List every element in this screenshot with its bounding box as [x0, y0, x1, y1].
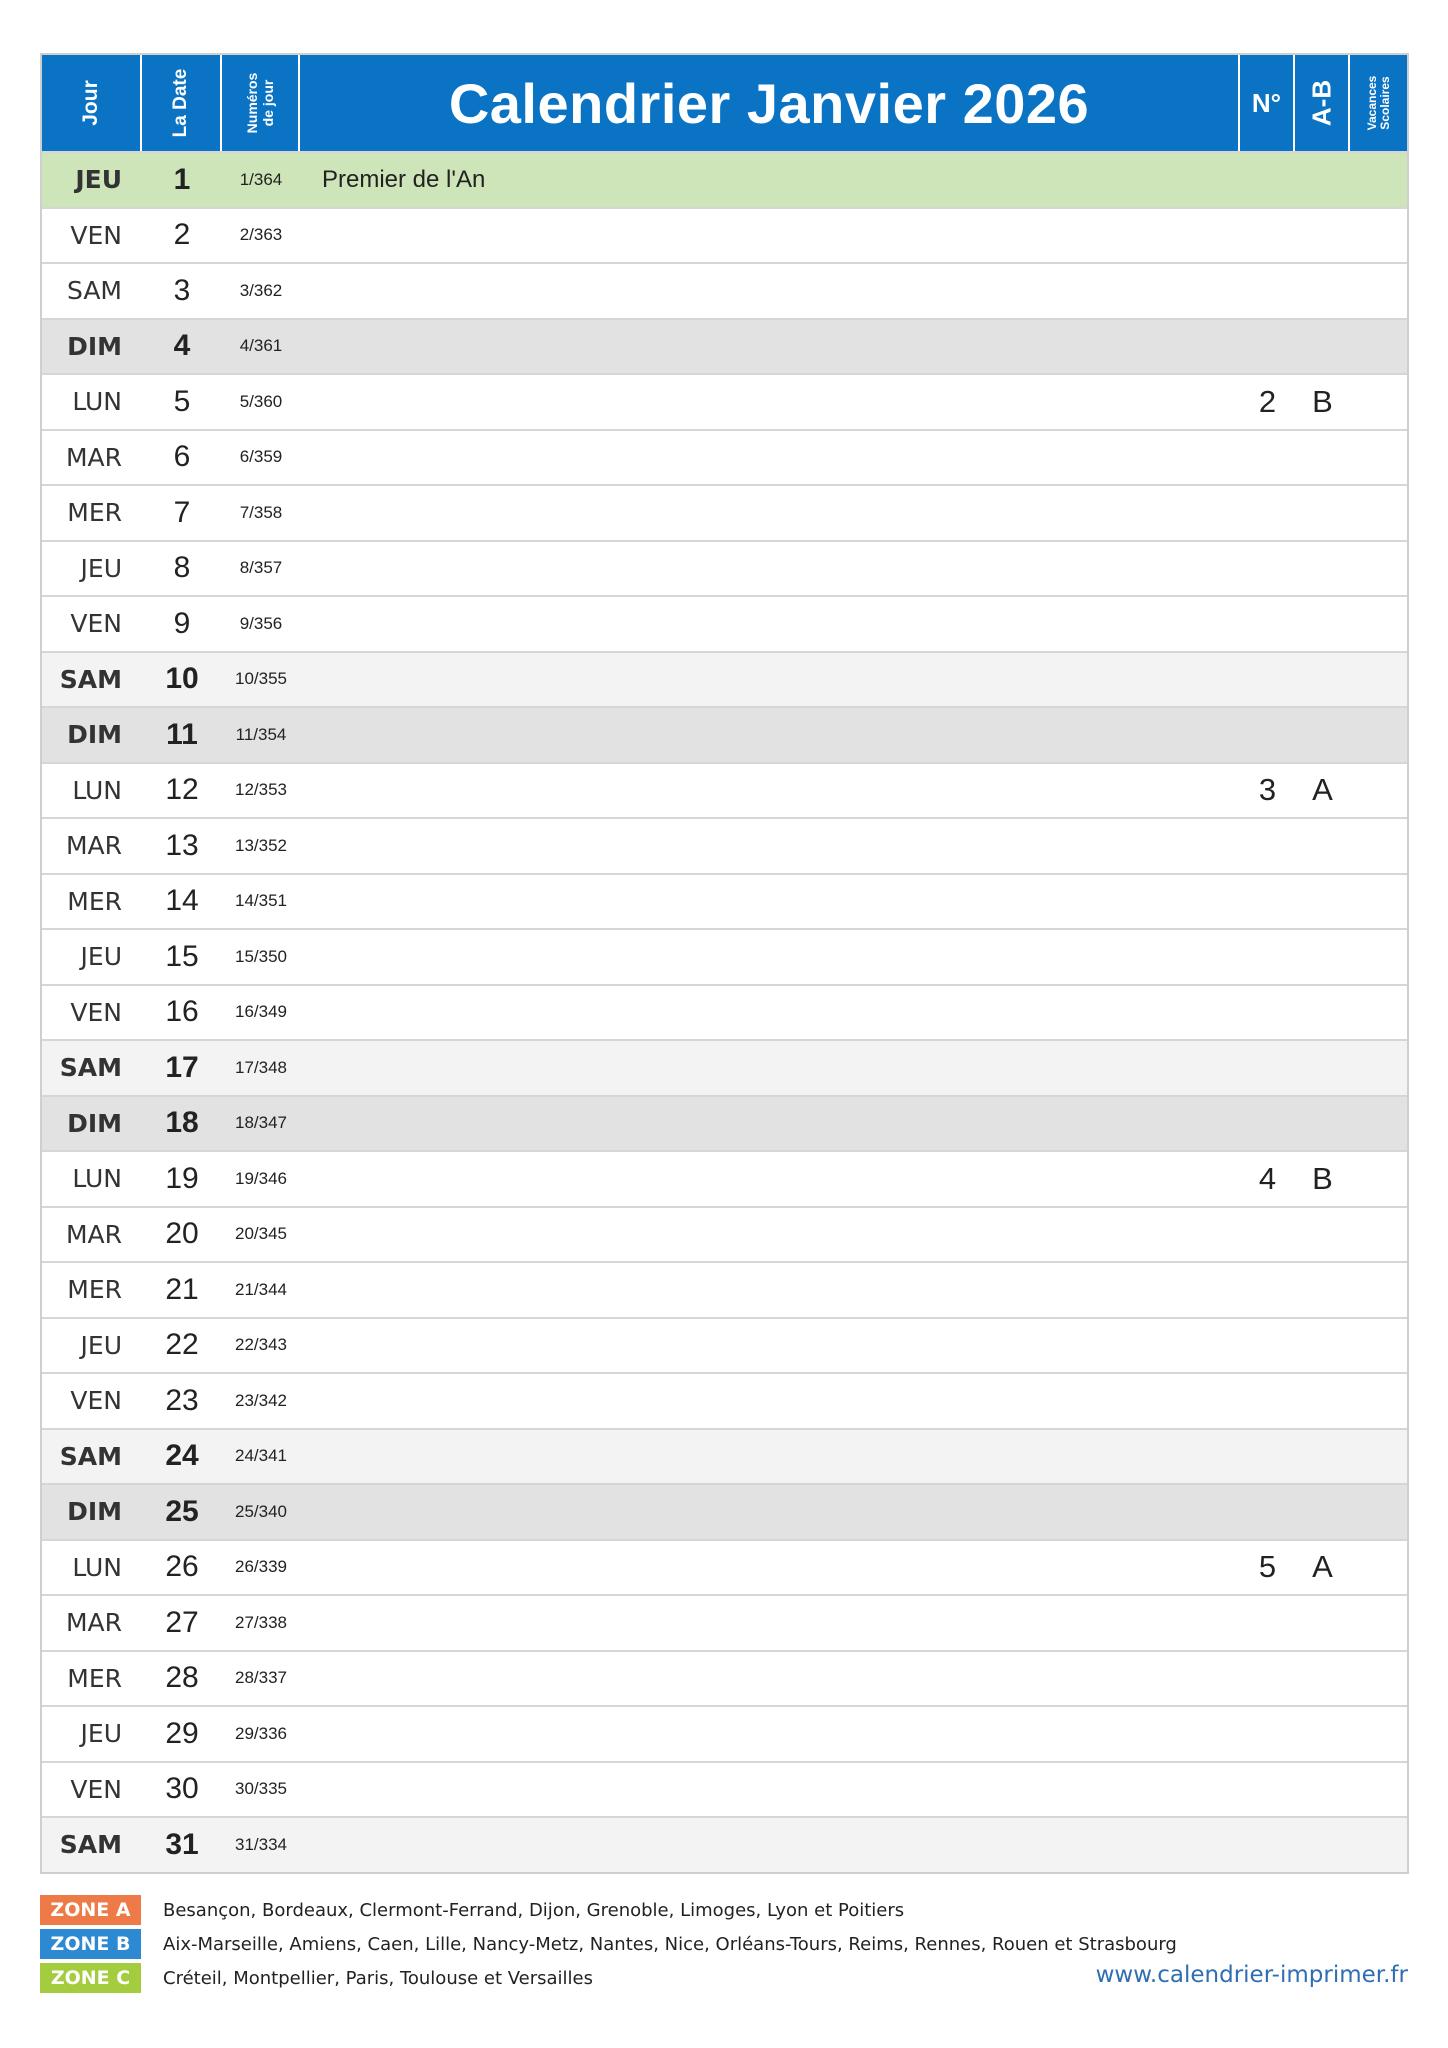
day-event	[300, 1208, 1240, 1262]
header-week-label: N°	[1251, 87, 1282, 118]
day-name: JEU	[80, 942, 122, 972]
day-row	[42, 540, 1407, 596]
day-number-of-year: 7/358	[239, 502, 283, 522]
day-name: MER	[67, 1275, 122, 1305]
day-date: 4	[173, 329, 191, 363]
day-name: SAM	[59, 1053, 122, 1083]
day-date: 9	[173, 606, 191, 640]
day-event	[300, 1652, 1240, 1706]
header-vacances-cell	[1350, 55, 1407, 151]
day-date: 13	[165, 828, 199, 862]
day-date: 20	[165, 1217, 199, 1251]
page-title: Calendrier Janvier 2026	[448, 71, 1090, 135]
day-number-of-year: 2/363	[239, 225, 283, 245]
vacances-cell	[1350, 1596, 1407, 1650]
day-date: 22	[165, 1328, 199, 1362]
week-ab	[1295, 209, 1350, 263]
vacances-cell	[1350, 1208, 1407, 1262]
day-row	[42, 651, 1407, 707]
day-name: SAM	[66, 276, 122, 306]
week-number	[1240, 653, 1295, 707]
zone-badge: ZONE B	[40, 1929, 141, 1959]
zone-cities: Besançon, Bordeaux, Clermont-Ferrand, Dijon, Grenoble, Limoges, Lyon et Poitiers	[163, 1899, 905, 1921]
week-ab	[1295, 875, 1350, 929]
week-ab	[1295, 986, 1350, 1040]
day-date: 14	[165, 884, 199, 918]
header-title-cell	[300, 55, 1240, 151]
day-number-of-year: 16/349	[235, 1002, 287, 1022]
week-ab	[1295, 930, 1350, 984]
week-ab	[1295, 1263, 1350, 1317]
vacances-cell	[1350, 1818, 1407, 1872]
vacances-cell	[1350, 1541, 1407, 1595]
header-ab-label: A-B	[1306, 79, 1336, 127]
zone-cities: Aix-Marseille, Amiens, Caen, Lille, Nancy-Metz, Nantes, Nice, Orléans-Tours, Reims, Rennes, Rouen et Strasbourg	[163, 1933, 1177, 1955]
week-ab	[1295, 819, 1350, 873]
day-number-of-year: 3/362	[239, 280, 283, 300]
day-name: SAM	[59, 1441, 122, 1471]
day-row	[42, 1594, 1407, 1650]
day-name: LUN	[72, 1552, 122, 1582]
week-number	[1240, 708, 1295, 762]
vacances-cell	[1350, 1485, 1407, 1539]
day-name: DIM	[67, 331, 122, 361]
day-event: Premier de l'An	[322, 165, 486, 193]
day-date: 24	[165, 1439, 199, 1473]
vacances-cell	[1350, 264, 1407, 318]
day-number-of-year: 10/355	[235, 669, 287, 689]
day-number-of-year: 5/360	[239, 391, 283, 411]
day-row	[42, 1206, 1407, 1262]
day-event	[300, 1430, 1240, 1484]
day-number-of-year: 27/338	[235, 1612, 287, 1632]
day-name: JEU	[80, 553, 122, 583]
day-date: 23	[165, 1383, 199, 1417]
day-number-of-year: 12/353	[235, 780, 287, 800]
day-number-of-year: 14/351	[235, 891, 287, 911]
day-number-of-year: 8/357	[239, 558, 283, 578]
vacances-cell	[1350, 431, 1407, 485]
day-event	[300, 264, 1240, 318]
week-number	[1240, 1596, 1295, 1650]
header-num-line2: de jour	[260, 79, 276, 127]
day-row	[42, 151, 1407, 207]
week-ab	[1295, 1485, 1350, 1539]
week-number	[1240, 1319, 1295, 1373]
week-ab	[1295, 1596, 1350, 1650]
day-row	[42, 817, 1407, 873]
day-name: VEN	[70, 1386, 122, 1416]
day-name: VEN	[70, 609, 122, 639]
day-row	[42, 1539, 1407, 1595]
day-row	[42, 928, 1407, 984]
week-ab	[1295, 1652, 1350, 1706]
day-number-of-year: 21/344	[235, 1279, 287, 1299]
day-number-of-year: 20/345	[235, 1224, 287, 1244]
week-number	[1240, 209, 1295, 263]
zone-cities: Créteil, Montpellier, Paris, Toulouse et Versailles	[163, 1967, 594, 1989]
week-number	[1240, 431, 1295, 485]
vacances-cell	[1350, 986, 1407, 1040]
day-name: LUN	[72, 775, 122, 805]
day-event	[300, 1763, 1240, 1817]
day-date: 21	[165, 1272, 199, 1306]
day-row	[42, 706, 1407, 762]
day-event	[300, 1374, 1240, 1428]
day-row	[42, 1761, 1407, 1817]
vacances-cell	[1350, 930, 1407, 984]
day-number-of-year: 30/335	[235, 1779, 287, 1799]
week-number	[1240, 542, 1295, 596]
day-date: 29	[165, 1716, 199, 1750]
vacances-cell	[1350, 153, 1407, 207]
week-ab	[1295, 708, 1350, 762]
day-name: DIM	[67, 1497, 122, 1527]
day-number-of-year: 19/346	[235, 1168, 287, 1188]
day-number-of-year: 17/348	[235, 1057, 287, 1077]
day-number-of-year: 11/354	[235, 724, 287, 744]
vacances-cell	[1350, 1430, 1407, 1484]
day-name: JEU	[75, 165, 122, 195]
vacances-cell	[1350, 875, 1407, 929]
day-name: SAM	[59, 1830, 122, 1860]
day-row	[42, 318, 1407, 374]
day-event	[300, 209, 1240, 263]
legend-row	[40, 1963, 593, 1993]
zone-badge: ZONE A	[40, 1895, 141, 1925]
day-date: 1	[173, 162, 191, 196]
week-number	[1240, 1208, 1295, 1262]
day-event	[300, 1263, 1240, 1317]
week-number	[1240, 1374, 1295, 1428]
day-name: MAR	[65, 1608, 122, 1638]
week-ab	[1295, 1818, 1350, 1872]
week-ab: B	[1312, 383, 1333, 419]
day-name: SAM	[59, 664, 122, 694]
day-event	[300, 764, 1240, 818]
week-ab	[1295, 1041, 1350, 1095]
day-date: 3	[173, 273, 191, 307]
week-number: 4	[1258, 1160, 1277, 1196]
day-name: MAR	[65, 442, 122, 472]
day-date: 7	[173, 495, 191, 529]
week-number	[1240, 930, 1295, 984]
day-name: LUN	[72, 387, 122, 417]
day-event	[300, 819, 1240, 873]
header-jour-cell	[42, 55, 142, 151]
day-name: VEN	[70, 1774, 122, 1804]
week-number	[1240, 597, 1295, 651]
day-date: 2	[173, 218, 191, 252]
vacances-cell	[1350, 597, 1407, 651]
vacances-cell	[1350, 1652, 1407, 1706]
week-number: 2	[1258, 383, 1277, 419]
day-event	[300, 1707, 1240, 1761]
day-name: VEN	[70, 220, 122, 250]
header-week-cell	[1240, 55, 1295, 151]
week-number	[1240, 986, 1295, 1040]
day-row	[42, 1261, 1407, 1317]
header-jour-label: Jour	[79, 80, 102, 126]
vacances-cell	[1350, 375, 1407, 429]
calendar-header	[42, 55, 1407, 151]
week-ab: B	[1312, 1160, 1333, 1196]
day-row	[42, 1039, 1407, 1095]
week-number	[1240, 264, 1295, 318]
vacances-cell	[1350, 209, 1407, 263]
day-date: 18	[165, 1106, 199, 1140]
vacances-cell	[1350, 486, 1407, 540]
day-date: 11	[166, 717, 198, 751]
week-number	[1240, 1263, 1295, 1317]
day-number-of-year: 13/352	[235, 835, 287, 855]
day-event	[300, 1541, 1240, 1595]
website-link[interactable]: www.calendrier-imprimer.fr	[1095, 1962, 1408, 1988]
week-ab	[1295, 153, 1350, 207]
header-date-cell	[142, 55, 222, 151]
vacances-cell	[1350, 542, 1407, 596]
day-row	[42, 1650, 1407, 1706]
day-event	[300, 708, 1240, 762]
week-ab: A	[1312, 772, 1333, 808]
day-event	[300, 320, 1240, 374]
day-number-of-year: 29/336	[235, 1723, 287, 1743]
day-row	[42, 1816, 1407, 1872]
week-ab: A	[1312, 1549, 1333, 1585]
day-row	[42, 1705, 1407, 1761]
day-row	[42, 595, 1407, 651]
day-name: VEN	[70, 997, 122, 1027]
week-ab	[1295, 542, 1350, 596]
week-ab	[1295, 1097, 1350, 1151]
vacances-cell	[1350, 1097, 1407, 1151]
day-date: 12	[165, 773, 199, 807]
day-event	[300, 1319, 1240, 1373]
day-event	[300, 1041, 1240, 1095]
vacances-cell	[1350, 764, 1407, 818]
day-name: DIM	[67, 1108, 122, 1138]
day-name: MAR	[65, 1219, 122, 1249]
day-date: 27	[165, 1605, 199, 1639]
day-number-of-year: 24/341	[235, 1446, 287, 1466]
week-number	[1240, 1818, 1295, 1872]
day-number-of-year: 28/337	[235, 1668, 287, 1688]
calendar-table	[40, 53, 1409, 1874]
day-name: MER	[67, 1663, 122, 1693]
day-event	[300, 597, 1240, 651]
week-number	[1240, 1430, 1295, 1484]
day-event	[300, 1485, 1240, 1539]
day-number-of-year: 25/340	[235, 1501, 287, 1521]
week-number	[1240, 1707, 1295, 1761]
week-ab	[1295, 1707, 1350, 1761]
day-row	[42, 1483, 1407, 1539]
week-number: 3	[1258, 772, 1277, 808]
vacances-cell	[1350, 1707, 1407, 1761]
day-date: 17	[165, 1050, 199, 1084]
vacances-cell	[1350, 1152, 1407, 1206]
day-number-of-year: 26/339	[235, 1557, 287, 1577]
legend-row	[40, 1895, 904, 1925]
vacances-cell	[1350, 708, 1407, 762]
day-row	[42, 484, 1407, 540]
week-number	[1240, 1097, 1295, 1151]
day-event	[300, 1152, 1240, 1206]
vacances-cell	[1350, 819, 1407, 873]
week-ab	[1295, 431, 1350, 485]
day-date: 19	[165, 1161, 199, 1195]
week-number: 5	[1258, 1549, 1277, 1585]
week-ab	[1295, 1319, 1350, 1373]
week-number	[1240, 1485, 1295, 1539]
week-number	[1240, 320, 1295, 374]
day-row	[42, 1317, 1407, 1373]
day-event	[300, 653, 1240, 707]
header-vac-line2: Scolaires	[1377, 76, 1392, 130]
week-number	[1240, 1652, 1295, 1706]
day-event	[300, 875, 1240, 929]
day-name: MER	[67, 886, 122, 916]
day-row	[42, 1095, 1407, 1151]
day-name: DIM	[67, 720, 122, 750]
header-vac-line1: Vacances	[1364, 75, 1379, 131]
day-number-of-year: 22/343	[235, 1335, 287, 1355]
week-ab	[1295, 1763, 1350, 1817]
day-row	[42, 373, 1407, 429]
day-name: MER	[67, 498, 122, 528]
day-date: 15	[165, 939, 199, 973]
vacances-cell	[1350, 653, 1407, 707]
day-number-of-year: 15/350	[235, 946, 287, 966]
vacances-cell	[1350, 1041, 1407, 1095]
day-date: 28	[165, 1661, 199, 1695]
week-number	[1240, 875, 1295, 929]
day-row	[42, 262, 1407, 318]
day-date: 25	[165, 1494, 199, 1528]
day-name: JEU	[80, 1330, 122, 1360]
day-row	[42, 1428, 1407, 1484]
day-event	[300, 1097, 1240, 1151]
day-row	[42, 1150, 1407, 1206]
day-number-of-year: 23/342	[235, 1390, 287, 1410]
header-date-label: La Date	[170, 68, 191, 138]
day-row	[42, 429, 1407, 485]
day-date: 31	[165, 1827, 199, 1861]
legend-row	[40, 1929, 1177, 1959]
day-number-of-year: 6/359	[239, 447, 283, 467]
day-name: LUN	[72, 1164, 122, 1194]
vacances-cell	[1350, 1263, 1407, 1317]
day-event	[300, 930, 1240, 984]
header-num-cell	[222, 55, 300, 151]
vacances-cell	[1350, 1319, 1407, 1373]
day-number-of-year: 4/361	[239, 336, 283, 356]
week-number	[1240, 1041, 1295, 1095]
day-event	[300, 1596, 1240, 1650]
day-date: 26	[165, 1550, 199, 1584]
day-event	[300, 431, 1240, 485]
day-row	[42, 762, 1407, 818]
day-row	[42, 984, 1407, 1040]
week-number	[1240, 1763, 1295, 1817]
vacances-cell	[1350, 1763, 1407, 1817]
week-ab	[1295, 1374, 1350, 1428]
day-event	[300, 542, 1240, 596]
day-name: JEU	[80, 1719, 122, 1749]
week-ab	[1295, 264, 1350, 318]
vacances-cell	[1350, 1374, 1407, 1428]
calendar-body	[42, 151, 1407, 1872]
week-ab	[1295, 653, 1350, 707]
day-number-of-year: 1/364	[239, 169, 283, 189]
header-num-label	[244, 73, 276, 134]
day-number-of-year: 18/347	[235, 1113, 287, 1133]
day-row	[42, 1372, 1407, 1428]
day-number-of-year: 9/356	[239, 613, 283, 633]
day-event	[300, 1818, 1240, 1872]
header-num-line1: Numéros	[244, 72, 260, 134]
day-event	[300, 486, 1240, 540]
day-number-of-year: 31/334	[235, 1834, 287, 1854]
week-ab	[1295, 320, 1350, 374]
day-date: 8	[173, 551, 191, 585]
week-ab	[1295, 597, 1350, 651]
header-vacances-label	[1366, 76, 1392, 131]
day-date: 16	[165, 995, 199, 1029]
day-row	[42, 873, 1407, 929]
vacances-cell	[1350, 320, 1407, 374]
day-event	[300, 986, 1240, 1040]
day-date: 30	[165, 1772, 199, 1806]
day-date: 10	[165, 662, 199, 696]
week-ab	[1295, 486, 1350, 540]
week-number	[1240, 153, 1295, 207]
header-ab-cell	[1295, 55, 1350, 151]
week-number	[1240, 819, 1295, 873]
week-ab	[1295, 1430, 1350, 1484]
zone-badge: ZONE C	[40, 1963, 141, 1993]
week-number	[1240, 486, 1295, 540]
day-name: MAR	[65, 831, 122, 861]
week-ab	[1295, 1208, 1350, 1262]
day-event	[300, 375, 1240, 429]
day-date: 5	[173, 384, 191, 418]
day-row	[42, 207, 1407, 263]
day-date: 6	[173, 440, 191, 474]
